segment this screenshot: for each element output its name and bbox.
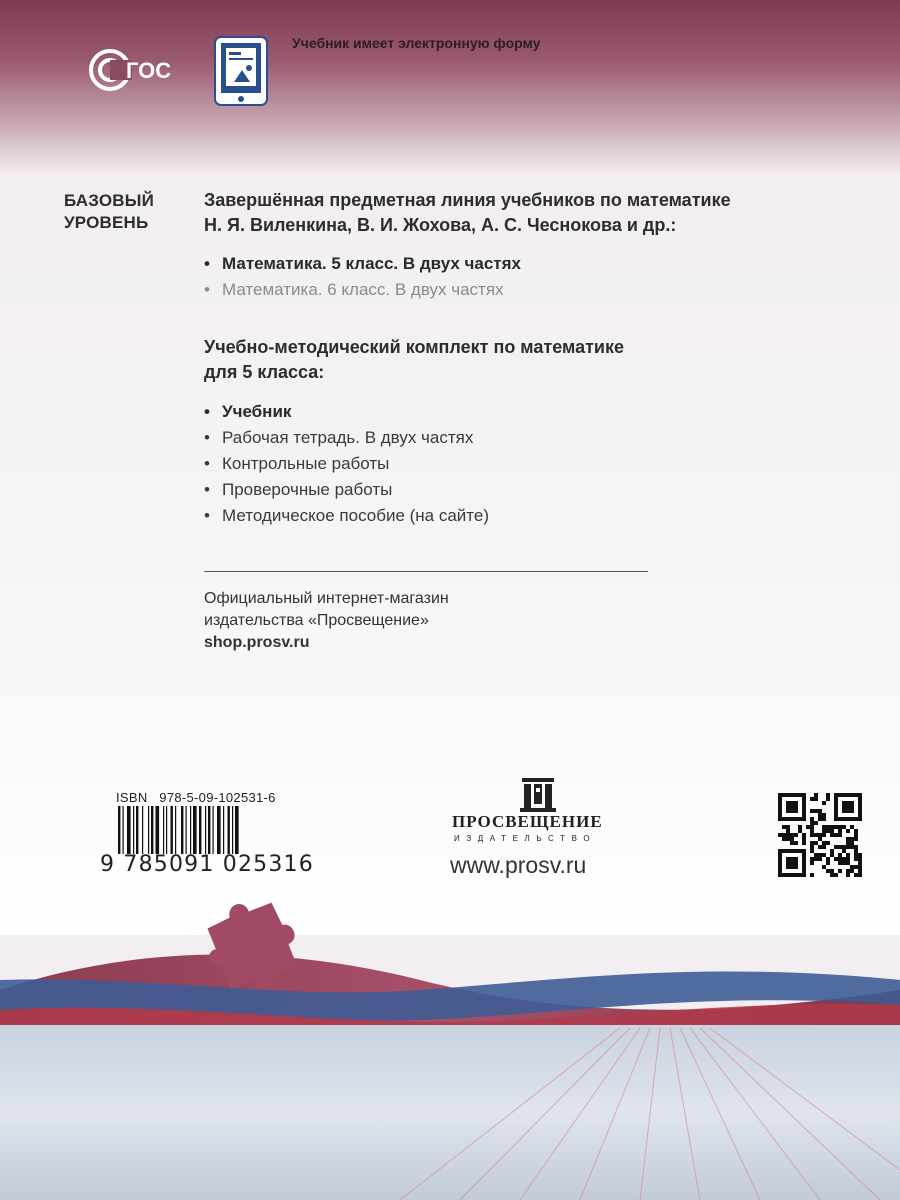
list-item: • Учебник bbox=[204, 399, 854, 425]
heading-line: Учебно-методический комплект по математике bbox=[204, 337, 624, 357]
textbook-line-section bbox=[204, 188, 854, 303]
heading-line: Н. Я. Виленкина, В. И. Жохова, А. С. Чеснокова и др.: bbox=[204, 215, 677, 235]
fgos-logo-text: ГОС bbox=[126, 58, 172, 83]
isbn-prefix: ISBN bbox=[116, 790, 148, 805]
list-item: • Математика. 6 класс. В двух частях bbox=[204, 277, 854, 303]
level-line-2: УРОВЕНЬ bbox=[64, 213, 149, 232]
barcode-digits: 9 785091 025316 bbox=[100, 852, 314, 877]
publisher-subtitle: ИЗДАТЕЛЬСТВО bbox=[454, 834, 597, 843]
heading-line: Завершённая предметная линия учебников по математике bbox=[204, 190, 731, 210]
decorative-waves bbox=[0, 880, 900, 1200]
electronic-form-note: Учебник имеет электронную форму bbox=[292, 35, 541, 51]
list-item: • Рабочая тетрадь. В двух частях bbox=[204, 425, 854, 451]
publisher-url: www.prosv.ru bbox=[450, 852, 587, 878]
kit-heading bbox=[204, 335, 854, 385]
textbook-line-list bbox=[204, 251, 854, 303]
shop-url: shop.prosv.ru bbox=[204, 634, 310, 651]
barcode-icon bbox=[116, 806, 278, 854]
divider bbox=[204, 571, 648, 572]
isbn-label bbox=[116, 790, 276, 805]
list-item: • Математика. 5 класс. В двух частях bbox=[204, 251, 854, 277]
level-line-1: БАЗОВЫЙ bbox=[64, 191, 155, 210]
textbook-line-heading bbox=[204, 188, 854, 238]
qr-code-icon bbox=[778, 793, 862, 877]
publisher-logo-icon bbox=[518, 778, 558, 812]
description bbox=[204, 188, 854, 529]
heading-line: для 5 класса: bbox=[204, 362, 325, 382]
list-item: • Проверочные работы bbox=[204, 477, 854, 503]
tablet-icon bbox=[214, 36, 268, 106]
shop-line-2: издательства «Просвещение» bbox=[204, 612, 429, 629]
shop-info bbox=[204, 588, 449, 654]
level-label bbox=[64, 190, 154, 234]
list-item: • Методическое пособие (на сайте) bbox=[204, 503, 854, 529]
kit-list bbox=[204, 399, 854, 529]
kit-section bbox=[204, 335, 854, 529]
isbn-number: 978-5-09-102531-6 bbox=[159, 790, 276, 805]
shop-line-1: Официальный интернет-магазин bbox=[204, 590, 449, 607]
list-item: • Контрольные работы bbox=[204, 451, 854, 477]
publisher-name: ПРОСВЕЩЕНИЕ bbox=[452, 812, 603, 831]
